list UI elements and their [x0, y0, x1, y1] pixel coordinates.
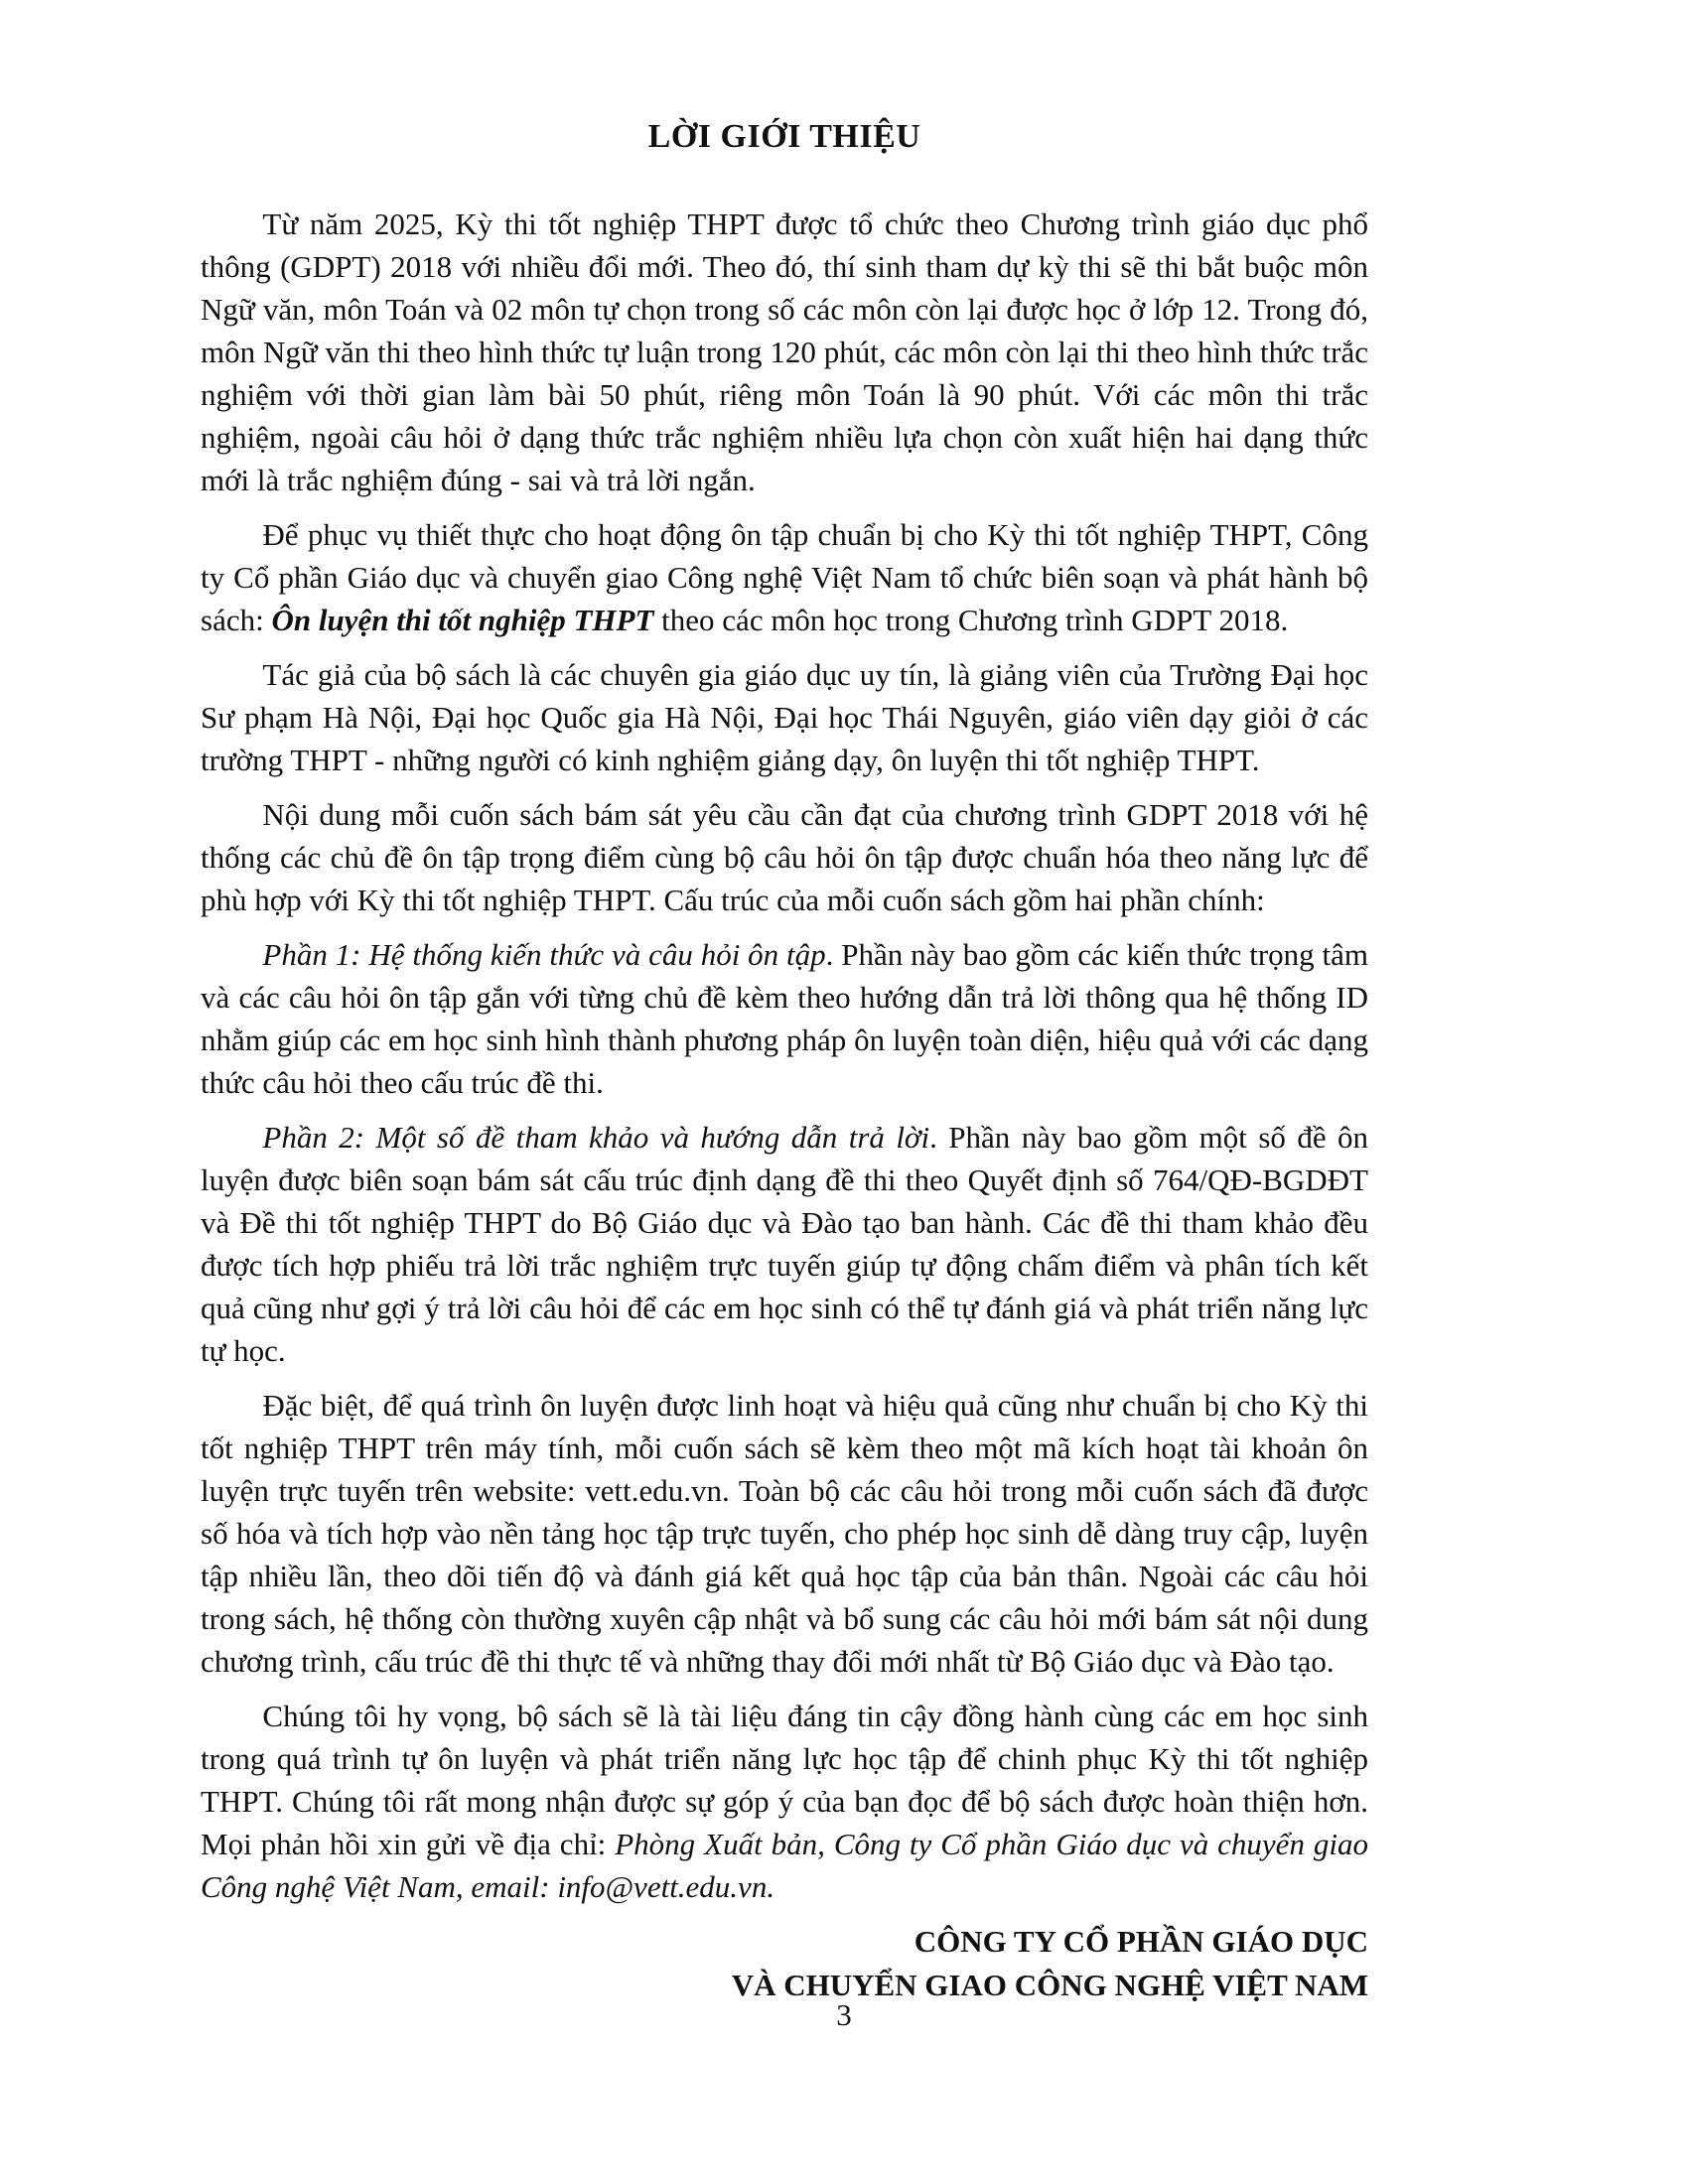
paragraph-text: theo các môn học trong Chương trình GDPT 2018. — [653, 603, 1289, 637]
paragraph-text: . Phần này bao gồm các kiến thức trọng tâm và các câu hỏi ôn tập gắn với từng chủ đề kèm theo hướng dẫn trả lời thông qua hệ thống ID nhằm giúp các em học sinh hình thành phương pháp ôn luyện toàn diện, hiệu quả với các dạng thức câu hỏi theo cấu trúc đề thi. — [201, 937, 1368, 1100]
publisher-signature — [201, 1920, 1368, 2007]
signature-line-2: VÀ CHUYỂN GIAO CÔNG NGHỆ VIỆT NAM — [731, 1968, 1368, 2002]
paragraph-exam-overview: Từ năm 2025, Kỳ thi tốt nghiệp THPT được tổ chức theo Chương trình giáo dục phổ thông (GDPT) 2018 với nhiều đổi mới. Theo đó, thí sinh tham dự kỳ thi sẽ thi bắt buộc môn Ngữ văn, môn Toán và 02 môn tự chọn trong số các môn còn lại được học ở lớp 12. Trong đó, môn Ngữ văn thi theo hình thức tự luận trong 120 phút, các môn còn lại thi theo hình thức trắc nghiệm với thời gian làm bài 50 phút, riêng môn Toán là 90 phút. Với các môn thi trắc nghiệm, ngoài câu hỏi ở dạng thức trắc nghiệm nhiều lựa chọn còn xuất hiện hai dạng thức mới là trắc nghiệm đúng - sai và trả lời ngắn. — [201, 206, 1368, 497]
contact-address: Phòng Xuất bản, Công ty Cổ phần Giáo dục và chuyển giao Công nghệ Việt Nam, email: info@vett.edu.vn. — [201, 1827, 1368, 1904]
page-number: 3 — [836, 1997, 852, 2032]
signature-line-1: CÔNG TY CỔ PHẦN GIÁO DỤC — [914, 1924, 1368, 1959]
paragraph-content-structure: Nội dung mỗi cuốn sách bám sát yêu cầu cần đạt của chương trình GDPT 2018 với hệ thống các chủ đề ôn tập trọng điểm cùng bộ câu hỏi ôn tập được chuẩn hóa theo năng lực để phù hợp với Kỳ thi tốt nghiệp THPT. Cấu trúc của mỗi cuốn sách gồm hai phần chính: — [201, 797, 1368, 917]
paragraph-book-series — [201, 513, 1368, 641]
paragraph-text: Để phục vụ thiết thực cho hoạt động ôn tập chuẩn bị cho Kỳ thi tốt nghiệp THPT, Công ty Cổ phần Giáo dục và chuyển giao Công nghệ Việt Nam tổ chức biên soạn và phát hành bộ sách: — [201, 517, 1368, 637]
book-series-title: Ôn luyện thi tốt nghiệp THPT — [271, 603, 654, 637]
paragraph-part-2 — [201, 1116, 1368, 1372]
part-2-label: Phần 2: Một số đề tham khảo và hướng dẫn trả lời — [262, 1120, 930, 1155]
paragraph-part-1 — [201, 933, 1368, 1104]
part-1-label: Phần 1: Hệ thống kiến thức và câu hỏi ôn tập — [262, 937, 826, 972]
paragraph-online-practice: Đặc biệt, để quá trình ôn luyện được linh hoạt và hiệu quả cũng như chuẩn bị cho Kỳ thi tốt nghiệp THPT trên máy tính, mỗi cuốn sách sẽ kèm theo một mã kích hoạt tài khoản ôn luyện trực tuyến trên website: vett.edu.vn. Toàn bộ các câu hỏi trong mỗi cuốn sách đã được số hóa và tích hợp vào nền tảng học tập trực tuyến, cho phép học sinh dễ dàng truy cập, luyện tập nhiều lần, theo dõi tiến độ và đánh giá kết quả học tập của bản thân. Ngoài các câu hỏi trong sách, hệ thống còn thường xuyên cập nhật và bổ sung các câu hỏi mới bám sát nội dung chương trình, cấu trúc đề thi thực tế và những thay đổi mới nhất từ Bộ Giáo dục và Đào tạo. — [201, 1388, 1368, 1679]
paragraph-text: Chúng tôi hy vọng, bộ sách sẽ là tài liệu đáng tin cậy đồng hành cùng các em học sinh trong quá trình tự ôn luyện và phát triển năng lực học tập để chinh phục Kỳ thi tốt nghiệp THPT. Chúng tôi rất mong nhận được sự góp ý của bạn đọc để bộ sách được hoàn thiện hơn. Mọi phản hồi xin gửi về địa chỉ: — [201, 1699, 1368, 1861]
paragraph-closing — [201, 1695, 1368, 1908]
paragraph-authors: Tác giả của bộ sách là các chuyên gia giáo dục uy tín, là giảng viên của Trường Đại học Sư phạm Hà Nội, Đại học Quốc gia Hà Nội, Đại học Thái Nguyên, giáo viên dạy giỏi ở các trường THPT - những người có kinh nghiệm giảng dạy, ôn luyện thi tốt nghiệp THPT. — [201, 657, 1368, 777]
page-title: LỜI GIỚI THIỆU — [647, 118, 921, 155]
paragraph-text: . Phần này bao gồm một số đề ôn luyện được biên soạn bám sát cấu trúc định dạng đề thi theo Quyết định số 764/QĐ-BGDĐT và Đề thi tốt nghiệp THPT do Bộ Giáo dục và Đào tạo ban hành. Các đề thi tham khảo đều được tích hợp phiếu trả lời trắc nghiệm trực tuyến giúp tự động chấm điểm và phân tích kết quả cũng như gợi ý trả lời câu hỏi để các em học sinh có thể tự đánh giá và phát triển năng lực tự học. — [201, 1120, 1369, 1368]
document-page — [201, 117, 1368, 2007]
